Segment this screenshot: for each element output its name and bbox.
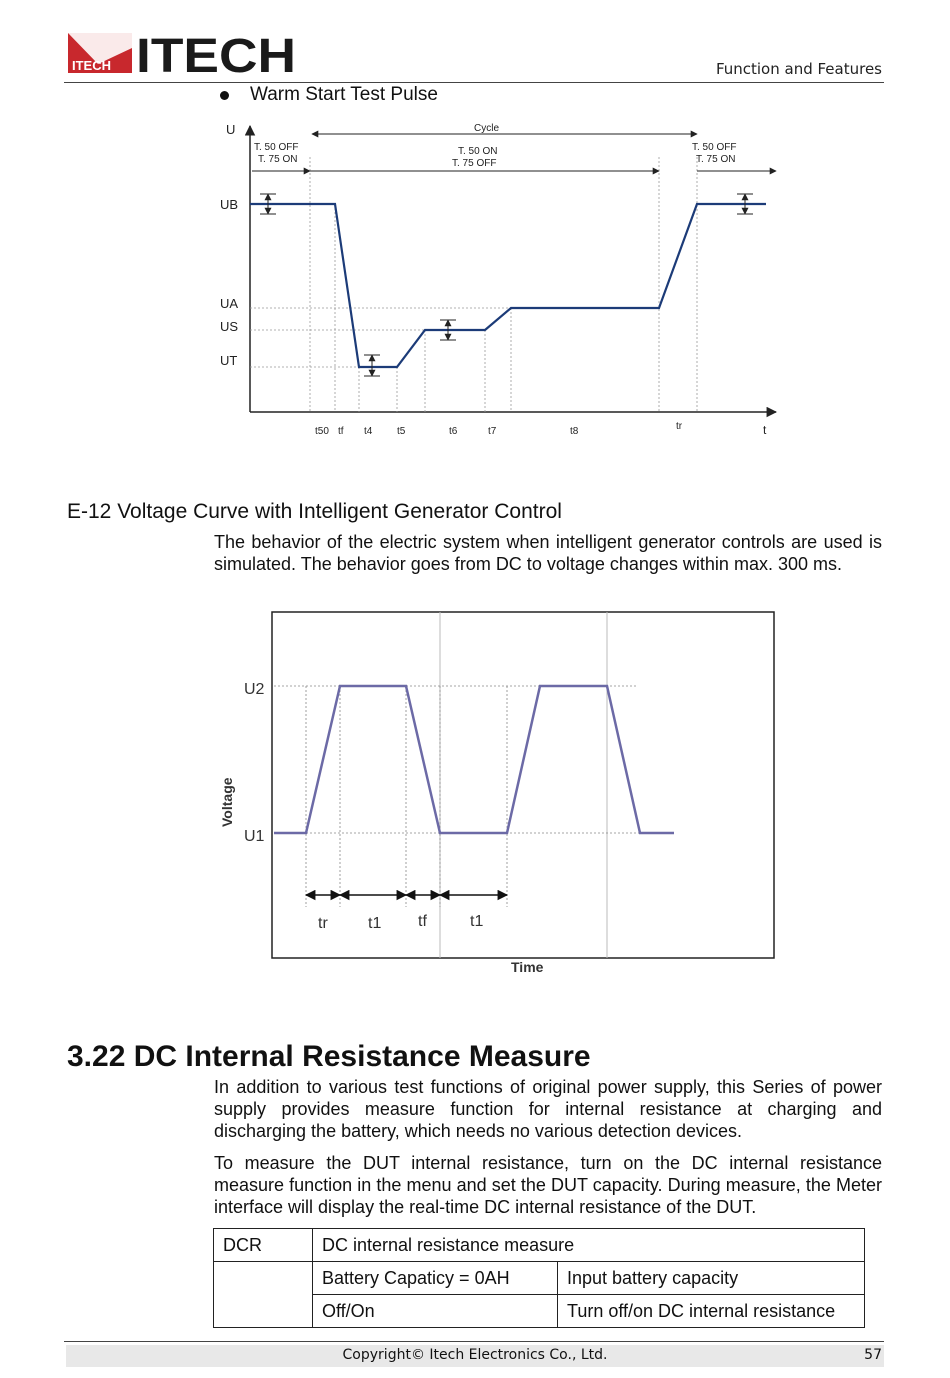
bullet-dot-icon: [220, 91, 229, 100]
interval-label-tr: tr: [318, 915, 328, 932]
table-row: [214, 1229, 865, 1262]
left-annot-2: T. 75 ON: [258, 154, 298, 165]
header-divider: [64, 82, 884, 83]
time-mark-t6: t6: [449, 426, 458, 437]
table-cell-desc: DC internal resistance measure: [313, 1229, 865, 1262]
interval-label-t1b: t1: [470, 913, 484, 930]
mid-annot-1: T. 50 ON: [458, 146, 498, 157]
y-axis-label: U: [226, 122, 236, 137]
u1-label: U1: [244, 828, 265, 845]
header-section-title: Function and Features: [715, 60, 882, 78]
voltage-curve: [274, 686, 674, 833]
plot-frame: [272, 612, 774, 958]
u2-label: U2: [244, 681, 265, 698]
page-number: 57: [864, 1347, 882, 1363]
time-mark-tf: tf: [338, 426, 344, 437]
warm-start-pulse-diagram: [214, 112, 794, 452]
reference-lines: [250, 157, 697, 412]
level-label-us: US: [220, 319, 239, 334]
bullet-item: [220, 84, 438, 106]
voltage-curve-diagram: [212, 602, 782, 982]
section-paragraph-1: In addition to various test functions of original power supply, this Series of power supply provides measure function for internal resistance at charging and discharging the battery, which needs no various detection devices.: [214, 1077, 882, 1141]
interval-label-tf: tf: [418, 913, 427, 930]
footer-divider: [64, 1341, 884, 1342]
time-mark-t50: t50: [315, 426, 329, 437]
bullet-text: Warm Start Test Pulse: [250, 84, 438, 105]
footer: [66, 1345, 884, 1367]
level-label-ub: UB: [220, 197, 239, 212]
table-cell-desc: Input battery capacity: [558, 1262, 865, 1295]
time-mark-t7: t7: [488, 426, 497, 437]
logo-wordmark: ITECH: [136, 30, 296, 76]
subsection-paragraph: The behavior of the electric system when intelligent generator controls are used is simulated. The behavior goes from DC to voltage changes within max. 300 ms.: [214, 532, 882, 574]
itech-logo: [68, 30, 300, 76]
time-mark-tr: tr: [676, 421, 683, 432]
y-axis-label-voltage: Voltage: [219, 777, 235, 827]
section-paragraph-2: To measure the DUT internal resistance, turn on the DC internal resistance measure function in the menu and set the DUT capacity. During measure, the Meter interface will display the real-time DC internal resistance of the DUT.: [214, 1153, 882, 1217]
mid-annot-2: T. 75 OFF: [452, 158, 497, 169]
table-cell-param: Battery Capaticy = 0AH: [313, 1262, 558, 1295]
table-cell-param: Off/On: [313, 1295, 558, 1328]
cycle-label: Cycle: [474, 123, 500, 134]
interval-label-t1a: t1: [368, 915, 382, 932]
x-axis-label-time: Time: [511, 959, 544, 975]
logo-badge-text: ITECH: [72, 58, 111, 73]
time-mark-t8: t8: [570, 426, 579, 437]
subsection-title: E-12 Voltage Curve with Intelligent Generator Control: [67, 500, 562, 523]
parameter-table: [213, 1228, 865, 1328]
tolerance-markers: [260, 194, 753, 376]
level-label-ut: UT: [220, 353, 238, 368]
right-annot-2: T. 75 ON: [696, 154, 736, 165]
pulse-curve: [250, 204, 766, 367]
table-cell-empty: [214, 1262, 313, 1328]
footer-copyright: Copyright© Itech Electronics Co., Ltd.: [342, 1347, 608, 1363]
x-axis-label: t: [763, 423, 767, 437]
time-mark-t4: t4: [364, 426, 373, 437]
table-cell-desc: Turn off/on DC internal resistance: [558, 1295, 865, 1328]
table-cell-name: DCR: [214, 1229, 313, 1262]
right-annot-1: T. 50 OFF: [692, 142, 737, 153]
table-row: [214, 1262, 865, 1295]
section-heading: 3.22 DC Internal Resistance Measure: [67, 1040, 591, 1073]
time-mark-t5: t5: [397, 426, 406, 437]
left-annot-1: T. 50 OFF: [254, 142, 299, 153]
level-label-ua: UA: [220, 296, 239, 311]
